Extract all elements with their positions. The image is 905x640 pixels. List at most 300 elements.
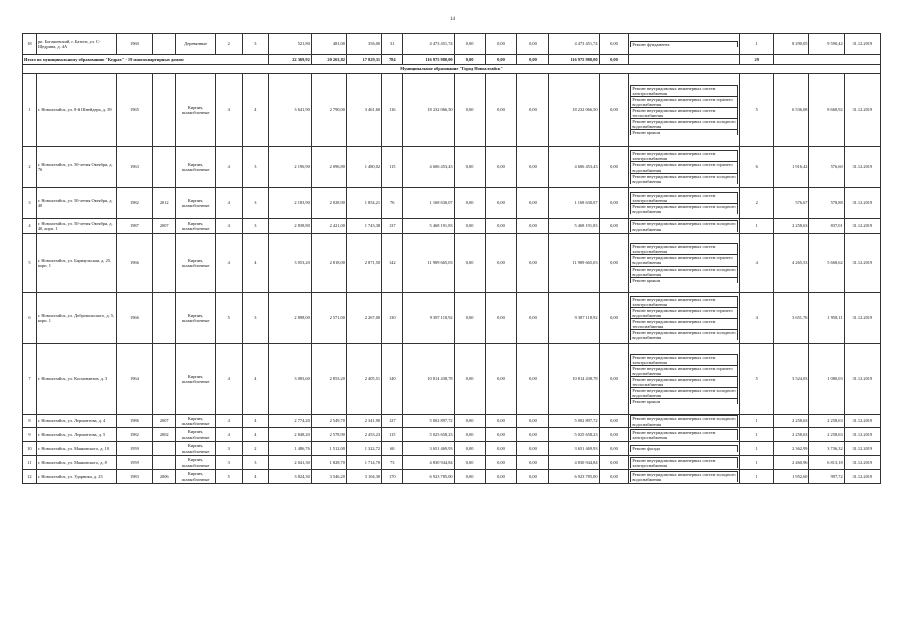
repair-cost-cell: 4 830 944,84: [403, 456, 454, 470]
living-area-cell: 2 578,90: [311, 428, 346, 442]
fund-local-cell: 0,00: [517, 188, 549, 219]
fund-federal-cell: 0,00: [454, 234, 485, 293]
row-number-cell: 7: [23, 344, 37, 415]
fund-owners-cell: 9 387 118,92: [549, 293, 599, 344]
limit-cost-cell: 578,88: [809, 188, 844, 219]
total-f4-cell: 116 975 980,00: [549, 55, 599, 65]
fund-federal-cell: 0,00: [454, 219, 485, 234]
limit-cost-cell: 1 080,03: [809, 344, 844, 415]
limit-cost-cell: 9 590,42: [809, 34, 844, 55]
total-residents-cell: 784: [382, 55, 403, 65]
total-area-cell: 1 486,76: [269, 442, 312, 456]
row-number-cell: 1: [23, 74, 37, 147]
limit-cost-cell: 997,72: [809, 470, 844, 484]
limit-cost-cell: 1 958,11: [809, 293, 844, 344]
work-item: Ремонт внутридомовых инженерных систем холодного водоснабжения: [631, 471, 738, 482]
fund-local-cell: 0,00: [517, 293, 549, 344]
year-reconstructed-cell: 2012: [153, 188, 176, 219]
work-item: Ремонт внутридомовых инженерных систем теплоснабжения: [631, 107, 738, 118]
fund-federal-cell: 0,00: [454, 188, 485, 219]
living-area-cell: 1 512,00: [311, 442, 346, 456]
fund-local-cell: 0,00: [517, 34, 549, 55]
total-tail-cell: [774, 55, 881, 65]
year-reconstructed-cell: 2007: [153, 415, 176, 428]
work-item: Ремонт внутридомовых инженерных систем холодного водоснабжения: [631, 416, 738, 427]
work-types-cell: [629, 470, 740, 484]
limit-cost-cell: 6 813,18: [809, 456, 844, 470]
municipality-total-row: [23, 55, 881, 65]
floors-cell: 4: [215, 415, 242, 428]
entrances-cell: 3: [242, 188, 269, 219]
wall-material-cell: Кирпич, шлакоблочные: [176, 74, 215, 147]
fund-federal-cell: 0,00: [454, 442, 485, 456]
work-count-cell: 5: [740, 74, 774, 147]
work-count-cell: 4: [740, 234, 774, 293]
row-number-cell: 6: [23, 293, 37, 344]
floors-cell: 5: [215, 293, 242, 344]
repair-cost-cell: 6 923 785,00: [403, 470, 454, 484]
row-number-cell: 11: [23, 456, 37, 470]
living-area-cell: 2 549,70: [311, 415, 346, 428]
unit-cost-cell: 8 290,05: [774, 34, 809, 55]
owned-area-cell: 1 322,72: [346, 442, 381, 456]
address-cell: г. Новоалтайск, ул. Лермонтова, д. 4: [36, 415, 116, 428]
address-cell: г. Новоалтайск, ул. Барнаульская, д. 25, корп. 1: [36, 234, 116, 293]
residents-cell: 60: [382, 442, 403, 456]
row-number-cell: 4: [23, 219, 37, 234]
deadline-cell: 31.12.2019: [844, 428, 880, 442]
owned-area-cell: 3 461,60: [346, 74, 381, 147]
owned-area-cell: 1 714,70: [346, 456, 381, 470]
row-number-cell: 18: [23, 34, 37, 55]
total-area-cell: 3 824,30: [269, 470, 312, 484]
wall-material-cell: Кирпич, шлакоблочные: [176, 234, 215, 293]
owned-area-cell: 2 405,51: [346, 344, 381, 415]
work-item: Ремонт внутридомовых инженерных систем горячего водоснабжения: [631, 162, 738, 173]
page-number: 14: [450, 17, 455, 22]
fund-federal-cell: 0,00: [454, 74, 485, 147]
owned-area-cell: 1 743,38: [346, 219, 381, 234]
work-types-cell: [629, 147, 740, 188]
owned-area-cell: 1 854,21: [346, 188, 381, 219]
work-item: Ремонт внутридомовых инженерных систем горячего водоснабжения: [631, 365, 738, 376]
year-built-cell: 1964: [116, 344, 152, 415]
total-area_total-cell: 22 369,92: [269, 55, 312, 65]
table-row: [23, 415, 881, 428]
total-area-cell: 3 053,20: [269, 234, 312, 293]
table-row: [23, 428, 881, 442]
work-item: Ремонт крыши: [631, 399, 738, 405]
table-row: [23, 470, 881, 484]
wall-material-cell: Кирпич, шлакоблочные: [176, 147, 215, 188]
fund-owners-cell: 18 232 066,50: [549, 74, 599, 147]
fund-local-cell: 0,00: [517, 456, 549, 470]
residents-cell: 115: [382, 147, 403, 188]
fund-owners-cell: 5 002 897,72: [549, 415, 599, 428]
address-cell: г. Новоалтайск, ул. 50-летия Октября, д. 40, корп. 1: [36, 219, 116, 234]
address-cell: г. Новоалтайск, ул. Маяковского, д. 10: [36, 442, 116, 456]
total-f3-cell: 0,00: [517, 55, 549, 65]
fund-regional-cell: 0,00: [485, 188, 517, 219]
owned-area-cell: 2 453,23: [346, 428, 381, 442]
total-area-cell: 521,80: [269, 34, 312, 55]
total-area-cell: 3 641,90: [269, 74, 312, 147]
fund-local-cell: 0,00: [517, 147, 549, 188]
repair-cost-cell: 5 002 897,72: [403, 415, 454, 428]
year-reconstructed-cell: [153, 293, 176, 344]
year-reconstructed-cell: 2007: [153, 219, 176, 234]
year-built-cell: 1983: [116, 470, 152, 484]
work-count-cell: 1: [740, 428, 774, 442]
work-item: Ремонт внутридомовых инженерных систем электроснабжения: [631, 244, 738, 255]
fund-regional-cell: 0,00: [485, 344, 517, 415]
living-area-cell: 2 421,00: [311, 219, 346, 234]
entrances-cell: 4: [242, 74, 269, 147]
table-row: [23, 147, 881, 188]
work-item: Ремонт внутридомовых инженерных систем холодного водоснабжения: [631, 173, 738, 184]
repair-cost-cell: 10 814 438,78: [403, 344, 454, 415]
floors-cell: 4: [215, 188, 242, 219]
year-reconstructed-cell: [153, 147, 176, 188]
floors-cell: 4: [215, 147, 242, 188]
entrances-cell: 3: [242, 293, 269, 344]
table-row: [23, 219, 881, 234]
work-types-cell: [629, 188, 740, 219]
fund-regional-cell: 0,00: [485, 219, 517, 234]
fund-owners-cell: 11 989 665,03: [549, 234, 599, 293]
work-types-cell: [629, 442, 740, 456]
address-cell: рп. Богашевский, г. Батоги, ул. С-Щедрина, д. 4А: [36, 34, 116, 55]
total-area-cell: 2 041,30: [269, 456, 312, 470]
year-built-cell: 1966: [116, 234, 152, 293]
work-types-cell: [629, 293, 740, 344]
row-number-cell: 9: [23, 428, 37, 442]
owned-area-cell: 2 267,00: [346, 293, 381, 344]
total-area-cell: 3 083,60: [269, 344, 312, 415]
repair-cost-cell: 18 232 066,50: [403, 74, 454, 147]
unit-cost-cell: 2 460,96: [774, 456, 809, 470]
repair-cost-cell: 1 168 630,07: [403, 188, 454, 219]
wall-material-cell: Кирпич, шлакоблочные: [176, 219, 215, 234]
fund-owners-cell: 5 025 658,23: [549, 428, 599, 442]
unit-cost-cell: 4 265,53: [774, 234, 809, 293]
year-built-cell: 1987: [116, 219, 152, 234]
deadline-cell: 31.12.2019: [844, 188, 880, 219]
entrances-cell: 3: [242, 219, 269, 234]
municipality-name-cell: Муниципальное образование "Город Новоалтайск": [23, 65, 881, 74]
total-area-cell: 2 838,80: [269, 219, 312, 234]
fund-owners-cell: 4 473 451,74: [549, 34, 599, 55]
entrances-cell: 4: [242, 344, 269, 415]
repair-cost-cell: 9 387 118,92: [403, 293, 454, 344]
fund-local-cell: 0,00: [517, 219, 549, 234]
fund-owners-cell: 1 168 630,07: [549, 188, 599, 219]
owned-area-cell: 356,00: [346, 34, 381, 55]
repair-cost-cell: 4 606 453,43: [403, 147, 454, 188]
fund-federal-cell: 0,00: [454, 456, 485, 470]
owned-area-cell: 2 871,50: [346, 234, 381, 293]
residents-cell: 73: [382, 456, 403, 470]
limit-cost-cell: 8 668,92: [809, 74, 844, 147]
living-area-cell: 2 571,00: [311, 293, 346, 344]
floors-cell: 4: [215, 234, 242, 293]
work-types-cell: [629, 234, 740, 293]
year-reconstructed-cell: [153, 344, 176, 415]
fund-other-cell: 0,00: [599, 74, 629, 147]
residents-cell: 76: [382, 188, 403, 219]
year-built-cell: 1960: [116, 34, 152, 55]
table-row: [23, 456, 881, 470]
table-row: [23, 34, 881, 55]
deadline-cell: 31.12.2019: [844, 219, 880, 234]
residents-cell: 130: [382, 293, 403, 344]
fund-regional-cell: 0,00: [485, 234, 517, 293]
fund-local-cell: 0,00: [517, 344, 549, 415]
fund-local-cell: 0,00: [517, 470, 549, 484]
entrances-cell: 4: [242, 470, 269, 484]
residents-cell: 140: [382, 344, 403, 415]
fund-federal-cell: 0,00: [454, 293, 485, 344]
fund-other-cell: 0,00: [599, 470, 629, 484]
year-built-cell: 1982: [116, 428, 152, 442]
total-area-cell: 2 898,00: [269, 293, 312, 344]
limit-cost-cell: 2 258,63: [809, 428, 844, 442]
work-count-cell: 2: [740, 188, 774, 219]
limit-cost-cell: 576,60: [809, 147, 844, 188]
row-number-cell: 5: [23, 234, 37, 293]
row-number-cell: 12: [23, 470, 37, 484]
work-item: Ремонт внутридомовых инженерных систем электроснабжения: [631, 457, 738, 468]
work-item: Ремонт внутридомовых инженерных систем электроснабжения: [631, 429, 738, 440]
total-cost_total-cell: 116 975 980,00: [403, 55, 454, 65]
fund-regional-cell: 0,00: [485, 34, 517, 55]
work-types-cell: [629, 456, 740, 470]
deadline-cell: 31.12.2019: [844, 147, 880, 188]
year-built-cell: 1986: [116, 415, 152, 428]
year-built-cell: 1966: [116, 293, 152, 344]
living-area-cell: 3 546,20: [311, 470, 346, 484]
year-reconstructed-cell: [153, 456, 176, 470]
limit-cost-cell: 5 668,62: [809, 234, 844, 293]
limit-cost-cell: 2 258,63: [809, 415, 844, 428]
floors-cell: 4: [215, 74, 242, 147]
living-area-cell: 2 028,90: [311, 188, 346, 219]
fund-other-cell: 0,00: [599, 428, 629, 442]
fund-owners-cell: 4 830 944,84: [549, 456, 599, 470]
deadline-cell: 31.12.2019: [844, 456, 880, 470]
address-cell: г. Новоалтайск, ул. 50-летия Октября, д. 40: [36, 188, 116, 219]
work-count-cell: 1: [740, 219, 774, 234]
year-reconstructed-cell: [153, 34, 176, 55]
fund-federal-cell: 0,00: [454, 470, 485, 484]
limit-cost-cell: 837,01: [809, 219, 844, 234]
deadline-cell: 31.12.2019: [844, 415, 880, 428]
residents-cell: 115: [382, 428, 403, 442]
municipality-header-row: [23, 65, 881, 74]
table-row: [23, 74, 881, 147]
unit-cost-cell: 3 524,03: [774, 344, 809, 415]
address-cell: г. Новоалтайск, ул. Добровольского, д. 5, корп. 1: [36, 293, 116, 344]
work-item: Ремонт крыши: [631, 277, 738, 283]
total-f2-cell: 0,00: [485, 55, 517, 65]
work-count-cell: 1: [740, 415, 774, 428]
wall-material-cell: Кирпич, шлакоблочные: [176, 442, 215, 456]
work-count-cell: 6: [740, 147, 774, 188]
wall-material-cell: Кирпич, шлакоблочные: [176, 188, 215, 219]
address-cell: г. Новоалтайск, ул. Ударника, д. 25: [36, 470, 116, 484]
repair-cost-cell: 5 025 658,23: [403, 428, 454, 442]
work-item: Ремонт фасада: [631, 446, 738, 452]
year-reconstructed-cell: 2002: [153, 428, 176, 442]
entrances-cell: 3: [242, 456, 269, 470]
year-built-cell: 1982: [116, 188, 152, 219]
fund-local-cell: 0,00: [517, 428, 549, 442]
work-item: Ремонт внутридомовых инженерных систем холодного водоснабжения: [631, 221, 738, 232]
work-item: Ремонт внутридомовых инженерных систем холодного водоснабжения: [631, 119, 738, 130]
unit-cost-cell: 2 362,99: [774, 442, 809, 456]
living-area-cell: 2 790,00: [311, 74, 346, 147]
fund-other-cell: 0,00: [599, 188, 629, 219]
fund-federal-cell: 0,00: [454, 34, 485, 55]
unit-cost-cell: 2 258,63: [774, 219, 809, 234]
repair-cost-cell: 3 651 469,93: [403, 442, 454, 456]
fund-other-cell: 0,00: [599, 293, 629, 344]
wall-material-cell: Деревянные: [176, 34, 215, 55]
work-item: Ремонт внутридомовых инженерных систем горячего водоснабжения: [631, 96, 738, 107]
work-count-cell: 5: [740, 344, 774, 415]
table-row: [23, 442, 881, 456]
residents-cell: 170: [382, 470, 403, 484]
year-reconstructed-cell: [153, 234, 176, 293]
address-cell: г. Новоалтайск, ул. Космонавтов, д. 3: [36, 344, 116, 415]
row-number-cell: 8: [23, 415, 37, 428]
wall-material-cell: Кирпич, шлакоблочные: [176, 470, 215, 484]
entrances-cell: 3: [242, 147, 269, 188]
fund-other-cell: 0,00: [599, 344, 629, 415]
work-count-cell: 1: [740, 34, 774, 55]
total-kind-cell: 29: [740, 55, 774, 65]
work-count-cell: 1: [740, 456, 774, 470]
fund-other-cell: 0,00: [599, 34, 629, 55]
fund-regional-cell: 0,00: [485, 415, 517, 428]
total-f1-cell: 0,00: [454, 55, 485, 65]
fund-local-cell: 0,00: [517, 415, 549, 428]
fund-regional-cell: 0,00: [485, 428, 517, 442]
living-area-cell: 1 828,70: [311, 456, 346, 470]
fund-other-cell: 0,00: [599, 219, 629, 234]
work-item: Ремонт внутридомовых инженерных систем электроснабжения: [631, 85, 738, 96]
fund-federal-cell: 0,00: [454, 344, 485, 415]
deadline-cell: 31.12.2019: [844, 74, 880, 147]
unit-cost-cell: 6 536,08: [774, 74, 809, 147]
wall-material-cell: Кирпич, шлакоблочные: [176, 344, 215, 415]
entrances-cell: 4: [242, 415, 269, 428]
repair-cost-cell: 4 473 451,74: [403, 34, 454, 55]
fund-local-cell: 0,00: [517, 74, 549, 147]
fund-regional-cell: 0,00: [485, 442, 517, 456]
total-area_a-cell: 20 263,82: [311, 55, 346, 65]
living-area-cell: 481,00: [311, 34, 346, 55]
total-works-cell: [629, 55, 740, 65]
fund-local-cell: 0,00: [517, 442, 549, 456]
unit-cost-cell: 3 651,76: [774, 293, 809, 344]
address-cell: г. Новоалтайск, ул. 8-й Шнейдера, д. 39: [36, 74, 116, 147]
fund-federal-cell: 0,00: [454, 147, 485, 188]
fund-other-cell: 0,00: [599, 234, 629, 293]
address-cell: г. Новоалтайск, ул. Маяковского, д. 8: [36, 456, 116, 470]
wall-material-cell: Кирпич, шлакоблочные: [176, 428, 215, 442]
work-item: Ремонт внутридомовых инженерных систем электроснабжения: [631, 354, 738, 365]
entrances-cell: 3: [242, 34, 269, 55]
fund-owners-cell: 5 468 191,83: [549, 219, 599, 234]
year-built-cell: 1959: [116, 456, 152, 470]
total-area_b-cell: 17 829,31: [346, 55, 381, 65]
fund-regional-cell: 0,00: [485, 147, 517, 188]
work-types-cell: [629, 415, 740, 428]
year-reconstructed-cell: [153, 442, 176, 456]
work-item: Ремонт внутридомовых инженерных систем электроснабжения: [631, 151, 738, 162]
wall-material-cell: Кирпич, шлакоблочные: [176, 293, 215, 344]
fund-other-cell: 0,00: [599, 147, 629, 188]
repair-cost-cell: 5 468 191,83: [403, 219, 454, 234]
living-area-cell: 2 853,20: [311, 344, 346, 415]
total-area-cell: 2 774,20: [269, 415, 312, 428]
residents-cell: 142: [382, 234, 403, 293]
deadline-cell: 31.12.2019: [844, 34, 880, 55]
entrances-cell: 2: [242, 442, 269, 456]
work-item: Ремонт внутридомовых инженерных систем горячего водоснабжения: [631, 307, 738, 318]
owned-area-cell: 2 341,90: [346, 415, 381, 428]
year-reconstructed-cell: 2006: [153, 470, 176, 484]
wall-material-cell: Кирпич, шлакоблочные: [176, 456, 215, 470]
fund-federal-cell: 0,00: [454, 415, 485, 428]
fund-regional-cell: 0,00: [485, 456, 517, 470]
work-types-cell: [629, 344, 740, 415]
total-area-cell: 2 196,90: [269, 147, 312, 188]
year-built-cell: 1959: [116, 442, 152, 456]
work-item: Ремонт крыши: [631, 130, 738, 136]
address-cell: г. Новоалтайск, ул. 50-летия Октября, д. 76: [36, 147, 116, 188]
fund-owners-cell: 10 814 438,78: [549, 344, 599, 415]
capital-repair-register-table: [22, 33, 881, 484]
row-number-cell: 2: [23, 147, 37, 188]
work-item: Ремонт внутридомовых инженерных систем холодного водоснабжения: [631, 330, 738, 341]
total-area-cell: 2 848,20: [269, 428, 312, 442]
residents-cell: 127: [382, 415, 403, 428]
work-count-cell: 4: [740, 293, 774, 344]
address-cell: г. Новоалтайск, ул. Лермонтова, д. 5: [36, 428, 116, 442]
limit-cost-cell: 3 736,32: [809, 442, 844, 456]
unit-cost-cell: 576,67: [774, 188, 809, 219]
fund-regional-cell: 0,00: [485, 293, 517, 344]
work-types-cell: [629, 219, 740, 234]
table-row: [23, 293, 881, 344]
work-item: Ремонт внутридомовых инженерных систем холодного водоснабжения: [631, 204, 738, 215]
floors-cell: 4: [215, 219, 242, 234]
floors-cell: 4: [215, 428, 242, 442]
year-built-cell: 1965: [116, 74, 152, 147]
total-area-cell: 2 183,90: [269, 188, 312, 219]
entrances-cell: 4: [242, 428, 269, 442]
deadline-cell: 31.12.2019: [844, 293, 880, 344]
residents-cell: 31: [382, 34, 403, 55]
fund-local-cell: 0,00: [517, 234, 549, 293]
work-item: Ремонт внутридомовых инженерных систем электроснабжения: [631, 296, 738, 307]
work-item: Ремонт внутридомовых инженерных систем горячего водоснабжения: [631, 255, 738, 266]
row-number-cell: 3: [23, 188, 37, 219]
owned-area-cell: 1 480,02: [346, 147, 381, 188]
owned-area-cell: 3 104,30: [346, 470, 381, 484]
